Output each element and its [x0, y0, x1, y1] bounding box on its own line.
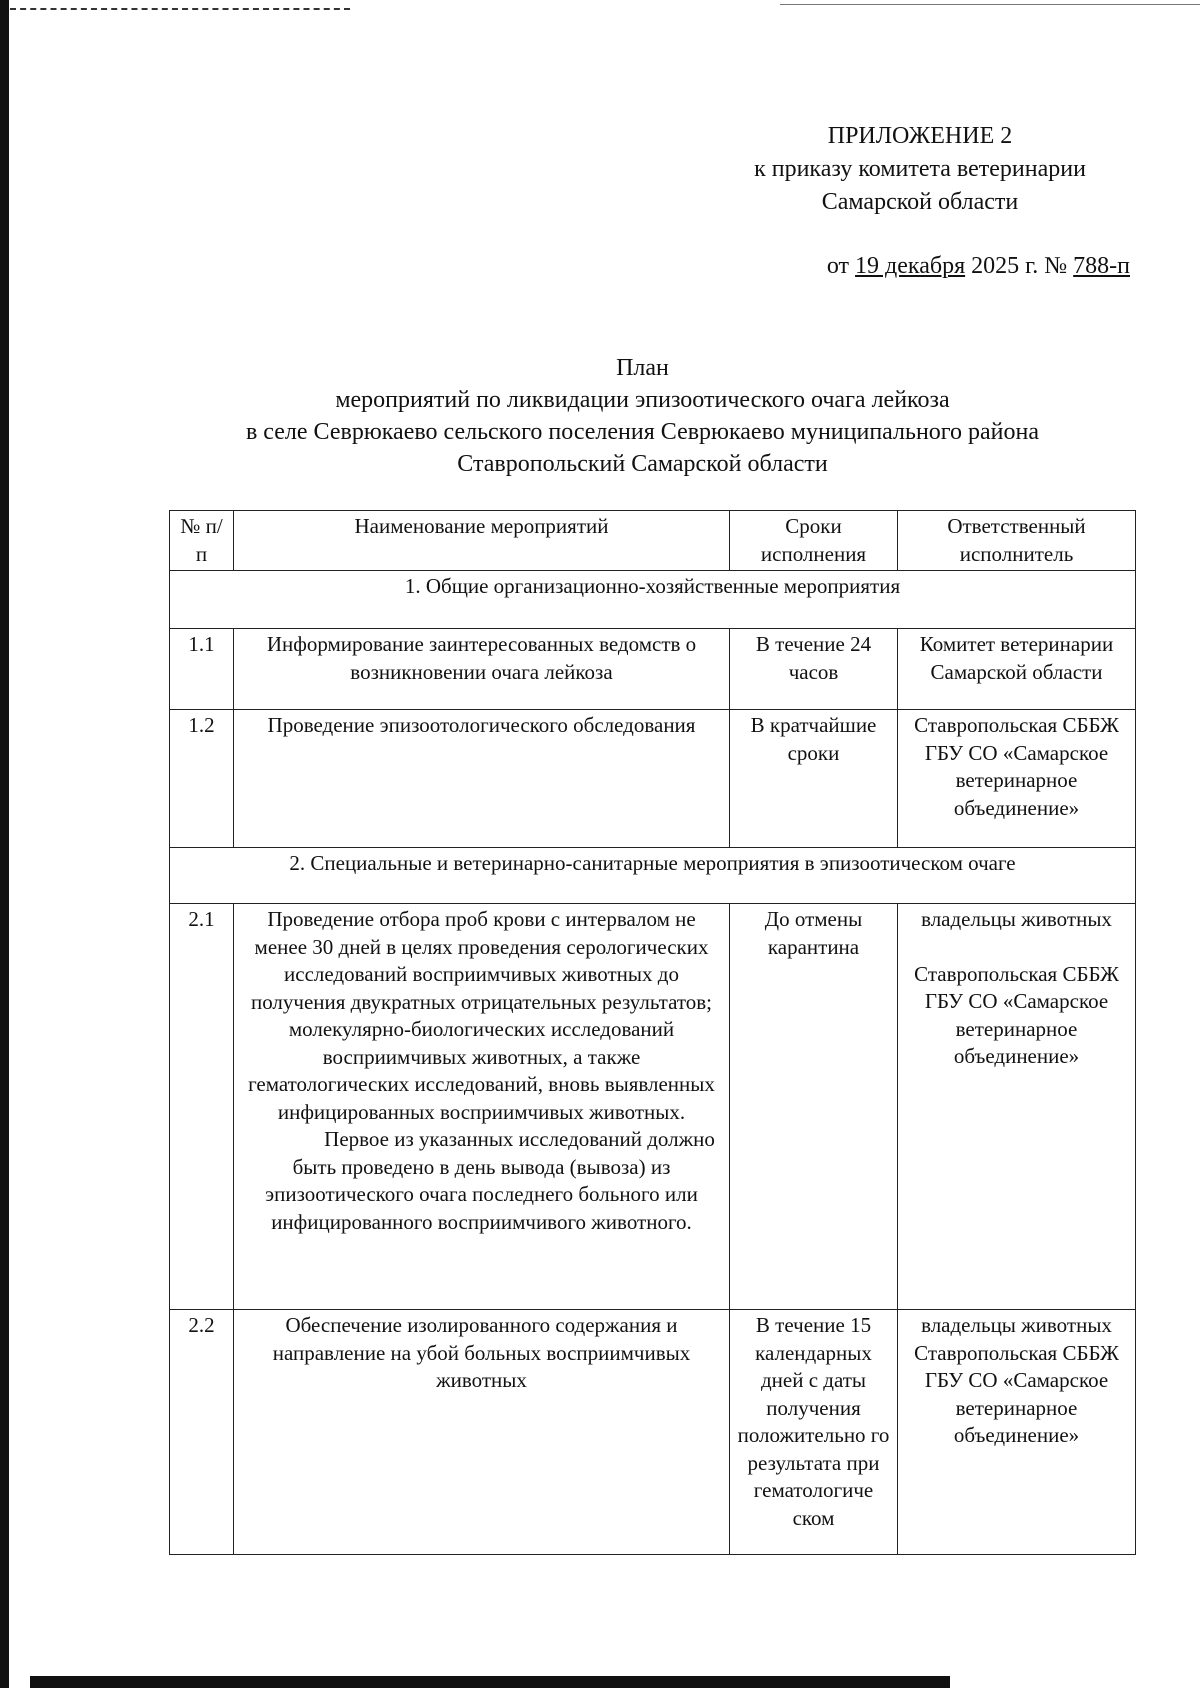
header-num: № п/п: [170, 511, 234, 571]
row-2-2-resp: [898, 1310, 1136, 1555]
table-row: [170, 1310, 1136, 1555]
row-2-1-name: [234, 904, 730, 1310]
row-2-1-term: До отмены карантина: [730, 904, 898, 1310]
row-2-2-num: 2.2: [170, 1310, 234, 1555]
row-2-1-num: 2.1: [170, 904, 234, 1310]
date-prefix: от: [826, 253, 850, 279]
row-1-2-term: В кратчайшие сроки: [730, 710, 898, 848]
annex-region: Самарской области: [821, 189, 1019, 215]
plan-title-line2: мероприятий по ликвидации эпизоотического очага лейкоза: [335, 387, 950, 413]
row-2-2-resp-station: Ставропольская СББЖ ГБУ СО «Самарское ветеринарное объединение»: [914, 1340, 1119, 1447]
row-1-1-name: Информирование заинтересованных ведомств о возникновении очага лейкоза: [234, 629, 730, 710]
row-1-2-name: Проведение эпизоотологического обследования: [234, 710, 730, 848]
row-1-1-term: В течение 24 часов: [730, 629, 898, 710]
header-term: Сроки исполнения: [730, 511, 898, 571]
annex-title: ПРИЛОЖЕНИЕ 2: [827, 123, 1013, 149]
row-2-1-resp-gap: [904, 934, 1129, 961]
table-row: [170, 710, 1136, 848]
date-year: 2025 г. №: [971, 253, 1068, 279]
row-2-1-name-para2: Первое из указанных исследований должно быть проведено в день вывода (вывоза) из эпизоотического очага последнего больного или инфицированного восприимчивого животного.: [265, 1127, 715, 1234]
section-row-1: [170, 571, 1136, 629]
row-1-1-resp: Комитет ветеринарии Самарской области: [898, 629, 1136, 710]
scan-edge-bottom: [30, 1676, 950, 1688]
row-2-2-resp-owners: владельцы животных: [921, 1313, 1112, 1337]
annex-order-ref: к приказу комитета ветеринарии: [754, 156, 1086, 182]
row-1-2-resp: Ставропольская СББЖ ГБУ СО «Самарское ветеринарное объединение»: [898, 710, 1136, 848]
row-2-2-term: В течение 15 календарных дней с даты получения положительно го результата при гематологиче ском: [730, 1310, 898, 1555]
scan-artifact-top: [10, 8, 350, 10]
row-1-2-num: 1.2: [170, 710, 234, 848]
row-1-1-num: 1.1: [170, 629, 234, 710]
section-2-title: 2. Специальные и ветеринарно-санитарные мероприятия в эпизоотическом очаге: [170, 848, 1136, 904]
plan-title-line3: в селе Севрюкаево сельского поселения Севрюкаево муниципального района: [245, 419, 1040, 445]
header-name: Наименование мероприятий: [234, 511, 730, 571]
row-2-1-name-para1: Проведение отбора проб крови с интервалом не менее 30 дней в целях проведения серологических исследований восприимчивых животных до получения двукратных отрицательных результатов; молекулярно-биологических исследований восприимчивых животных, а также гематологических исследований, вновь выявленных инфицированных восприимчивых животных.: [248, 907, 715, 1124]
row-2-1-resp: [898, 904, 1136, 1310]
row-2-1-resp-station: Ставропольская СББЖ ГБУ СО «Самарское ветеринарное объединение»: [914, 961, 1119, 1068]
annex-header: [710, 120, 1130, 219]
table-row: [170, 904, 1136, 1310]
plan-title-line4: Ставропольский Самарской области: [457, 451, 828, 477]
plan-table: [169, 510, 1136, 1555]
row-2-2-name: Обеспечение изолированного содержания и направление на убой больных восприимчивых животных: [234, 1310, 730, 1555]
row-2-1-resp-owners: владельцы животных: [921, 907, 1112, 931]
table-header-row: [170, 511, 1136, 571]
scan-artifact-top-right: [780, 4, 1200, 5]
order-number: 788-п: [1073, 253, 1130, 279]
section-1-title: 1. Общие организационно-хозяйственные мероприятия: [170, 571, 1136, 629]
plan-title-line1: План: [616, 355, 669, 381]
header-resp: Ответственный исполнитель: [898, 511, 1136, 571]
plan-title: [150, 352, 1135, 480]
scan-edge-left: [0, 0, 9, 1688]
table-row: [170, 629, 1136, 710]
section-row-2: [170, 848, 1136, 904]
date-day-month: 19 декабря: [855, 253, 966, 279]
annex-date: [827, 253, 1130, 280]
